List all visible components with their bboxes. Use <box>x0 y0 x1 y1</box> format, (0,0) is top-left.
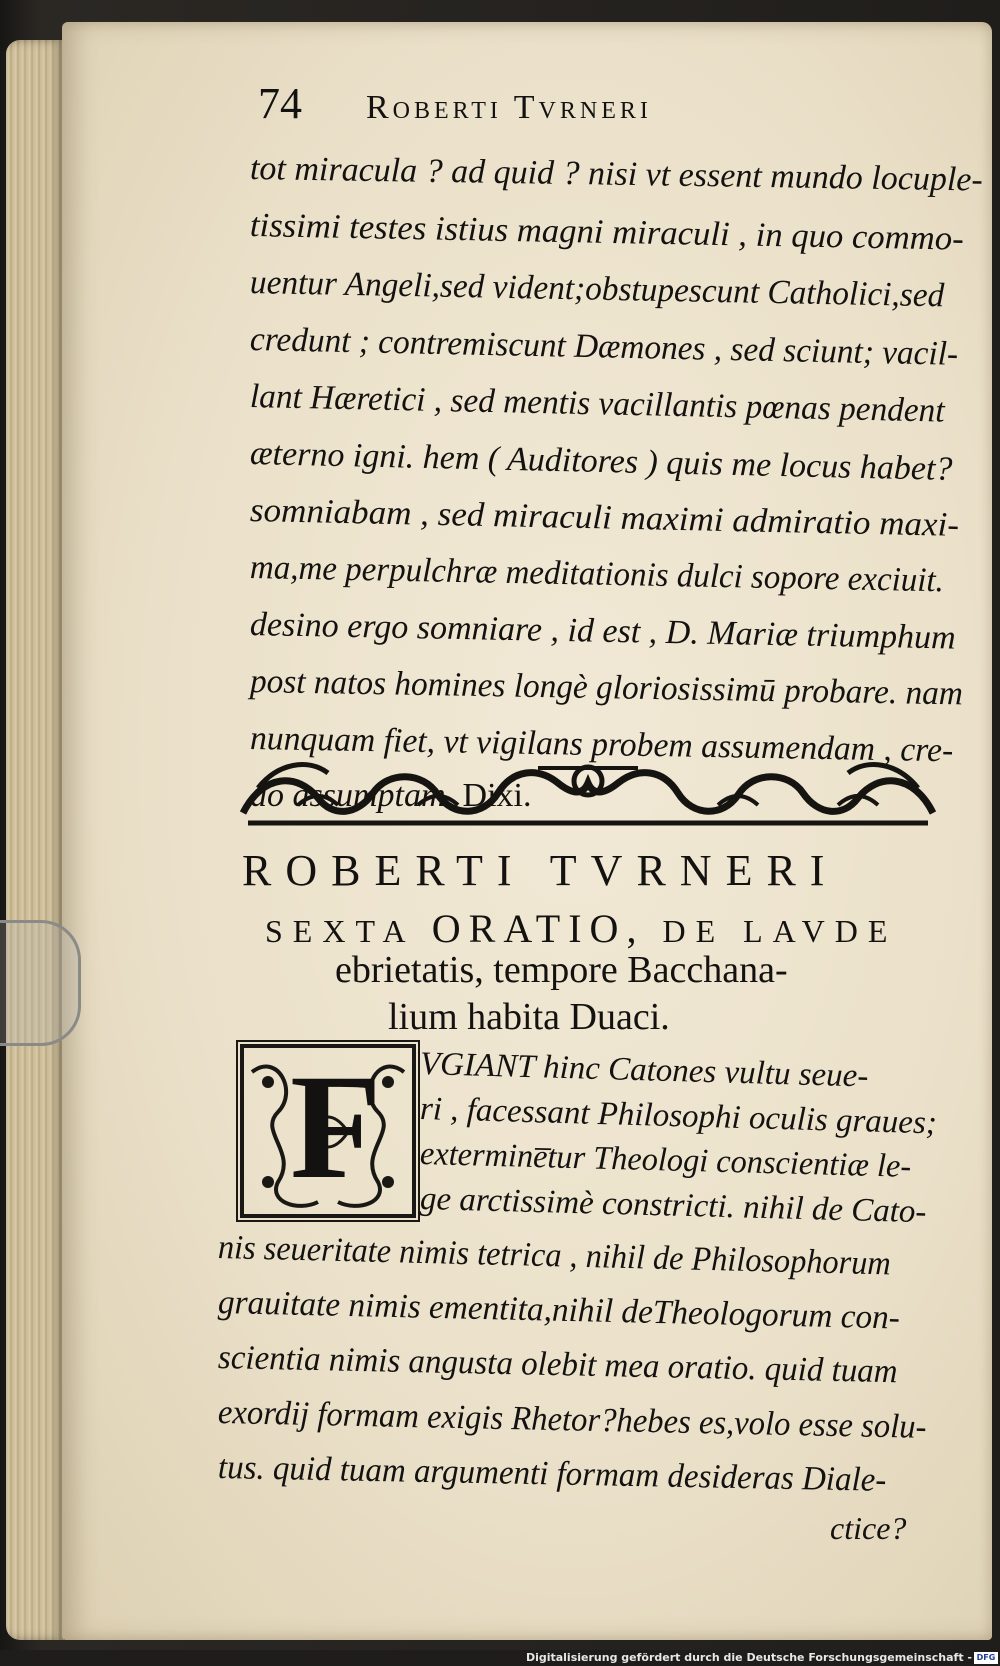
digitization-credit: Digitalisierung gefördert durch die Deutsche Forschungsgemeinschaft - <box>525 1651 972 1664</box>
body-line: nis seueritate nimis tetrica , nihil de Philosophorum <box>217 1229 892 1283</box>
opening-line: extermine̅tur Theologi conscientiæ le- <box>419 1136 912 1185</box>
opening-lines <box>419 1042 940 1231</box>
dfg-logo: DFG <box>974 1652 998 1664</box>
body-line: ma,me perpulchræ meditationis dulci sopore exciuit. <box>249 549 945 600</box>
section-subtitle <box>265 905 925 952</box>
running-title: Roberti Tvrneri <box>366 89 652 126</box>
body-line: post natos homines longè gloriosissimū probare. nam <box>249 663 964 713</box>
body-line: credunt ; contremiscunt Dæmones , sed sciunt; vacil- <box>249 321 959 373</box>
body-line: tus. quid tuam argumenti formam desideras Diale- <box>217 1449 887 1499</box>
body-line: tot miracula ? ad quid ? nisi vt essent mundo locuple- <box>249 150 984 199</box>
body-line: æterno igni. hem ( Auditores ) quis me locus habet? <box>249 435 953 488</box>
body-line-text: do assumptam. <box>250 777 455 814</box>
subtitle-word: DE LAVDE <box>662 913 898 949</box>
book-edge <box>6 40 64 1640</box>
section-title-line: lium habita Duaci. <box>388 996 670 1038</box>
opening-line: ri , facessant Philosophi oculis graues; <box>419 1091 938 1142</box>
body-line: tissimi testes istius magni miraculi , in quo commo- <box>249 207 965 258</box>
body-line: nunquam fiet, vt vigilans probem assumendam , cre- <box>249 720 954 770</box>
bookmark-ribbon <box>0 920 81 1046</box>
subtitle-word: SEXTA <box>265 913 414 949</box>
ornament-band <box>238 753 938 833</box>
body-line: grauitate nimis ementita,nihil deTheologorum con- <box>217 1284 901 1337</box>
opening-line-text: VGIANT hinc Catones vultu seue- <box>419 1046 869 1095</box>
section-title: ROBERTI TVRNERI <box>242 846 839 895</box>
body-line: exordij formam exigis Rhetor?hebes es,volo esse solu- <box>217 1394 927 1446</box>
body-line: desino ergo somniare , id est , D. Mariæ triumphum <box>249 606 957 657</box>
body-line: scientia nimis angusta olebit mea oratio. quid tuam <box>217 1339 898 1391</box>
section-title-line: ebrietatis, tempore Bacchana- <box>335 949 788 991</box>
body-line: uentur Angeli,sed vident;obstupescunt Catholici,sed <box>249 264 945 315</box>
page-header <box>258 78 818 129</box>
body-text <box>249 140 984 824</box>
closing-word: Dixi. <box>462 777 532 814</box>
body-line: somniabam , sed miraculi maximi admiratio maxi- <box>249 492 960 544</box>
opening-line: ge arctissimè constricti. nihil de Cato- <box>419 1181 927 1231</box>
oration-text <box>217 1220 938 1499</box>
page-number: 74 <box>258 79 302 128</box>
initial-letter: F <box>290 1044 382 1210</box>
subtitle-word: ORATIO, <box>431 906 645 951</box>
body-line: lant Hæretici , sed mentis vacillantis pœnas pendent <box>249 378 945 430</box>
catchword: ctice? <box>830 1510 907 1546</box>
decorated-initial <box>236 1040 420 1222</box>
